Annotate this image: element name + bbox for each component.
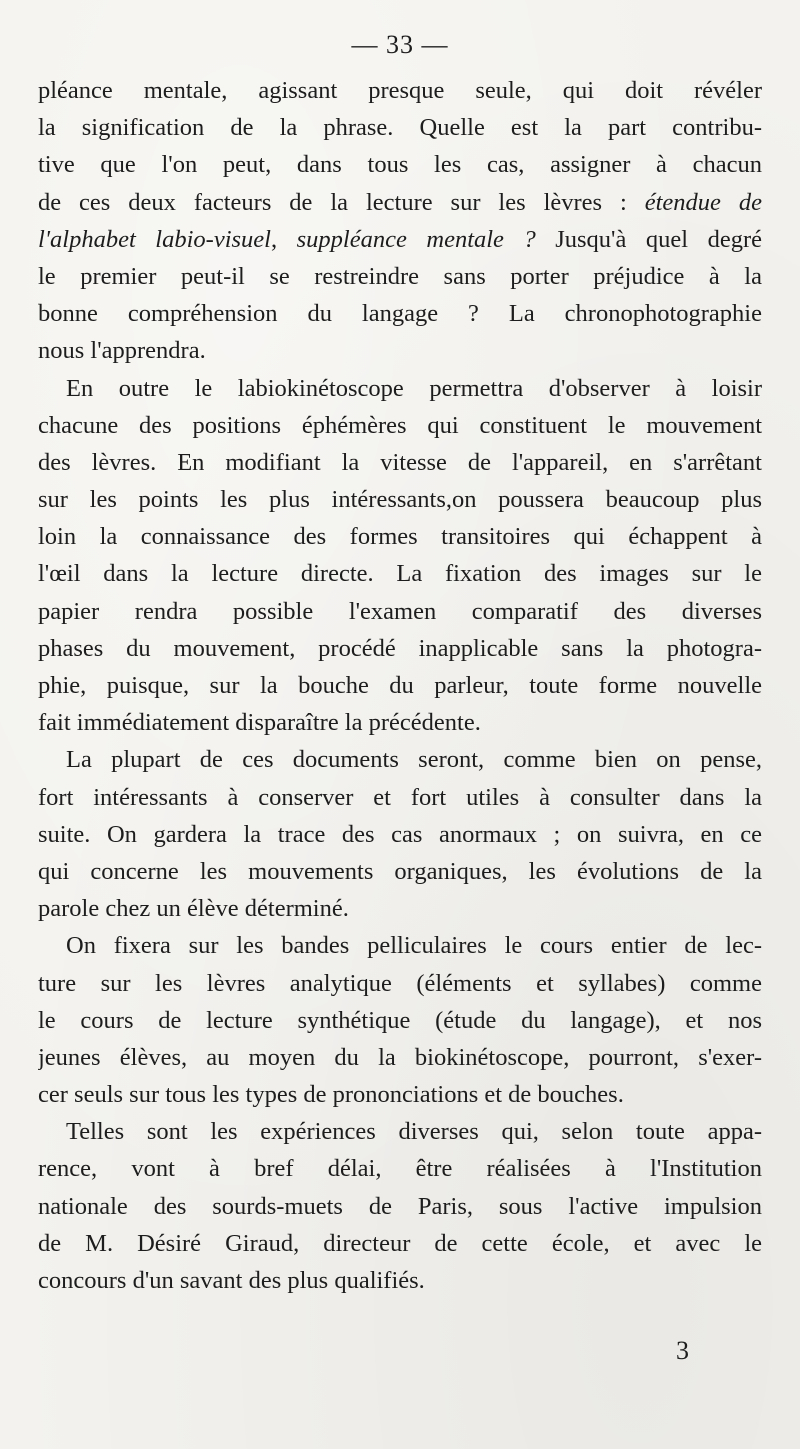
body-text [38,72,762,1299]
text-line: la signification de la phrase. Quelle est la part contribu- [38,114,762,142]
text-line: nous l'apprendra. [38,337,206,365]
text-line: nationale des sourds-muets de Paris, sous l'active impulsion [38,1192,762,1220]
text-line: l'alphabet labio-visuel, suppléance mentale ? Jusqu'à quel degré [38,225,762,253]
text-line: ture sur les lèvres analytique (éléments et syllabes) comme [38,969,762,997]
text-line: qui concerne les mouvements organiques, les évolutions de la [38,857,762,885]
text-line: le premier peut-il se restreindre sans porter préjudice à la [38,262,762,290]
text-line: On fixera sur les bandes pelliculaires le cours entier de lec- [66,932,762,960]
text-line: papier rendra possible l'examen comparatif des diverses [38,597,762,625]
text-line: des lèvres. En modifiant la vitesse de l'appareil, en s'arrêtant [38,448,762,476]
text-line: le cours de lecture synthétique (étude du langage), et nos [38,1006,762,1034]
text-line: Telles sont les expériences diverses qui, selon toute appa- [66,1118,762,1146]
text-line: rence, vont à bref délai, être réalisées à l'Institution [38,1155,762,1183]
signature-mark: 3 [676,1336,689,1365]
text-line: suite. On gardera la trace des cas anormaux ; on suivra, en ce [38,820,762,848]
text-line: La plupart de ces documents seront, comme bien on pense, [66,746,762,774]
page-number-header: — 33 — [351,30,449,59]
text-line: jeunes élèves, au moyen du la biokinétoscope, pourront, s'exer- [38,1043,762,1071]
text-line: bonne compréhension du langage ? La chronophotographie [38,300,762,328]
text-line: sur les points les plus intéressants,on poussera beaucoup plus [38,486,762,514]
text-line: pléance mentale, agissant presque seule, qui doit révéler [38,77,762,104]
text-line: En outre le labiokinétoscope permettra d'observer à loisir [66,374,762,402]
text-line: de M. Désiré Giraud, directeur de cette école, et avec le [38,1229,762,1257]
text-line: phases du mouvement, procédé inapplicable sans la photogra- [38,634,762,662]
text-line: chacune des positions éphémères qui constituent le mouvement [38,411,762,439]
text-line: l'œil dans la lecture directe. La fixation des images sur le [38,560,762,588]
text-line: loin la connaissance des formes transitoires qui échappent à [38,523,762,551]
text-line: tive que l'on peut, dans tous les cas, assigner à chacun [38,151,762,179]
text-line: fort intéressants à conserver et fort utiles à consulter dans la [38,783,762,811]
text-line: parole chez un élève déterminé. [38,895,349,923]
text-line: cer seuls sur tous les types de prononciations et de bouches. [38,1081,624,1109]
text-line: de ces deux facteurs de la lecture sur les lèvres : étendue de [38,188,762,216]
text-line: concours d'un savant des plus qualifiés. [38,1267,425,1294]
text-line: fait immédiatement disparaître la précédente. [38,709,481,737]
text-line: phie, puisque, sur la bouche du parleur, toute forme nouvelle [38,672,762,699]
